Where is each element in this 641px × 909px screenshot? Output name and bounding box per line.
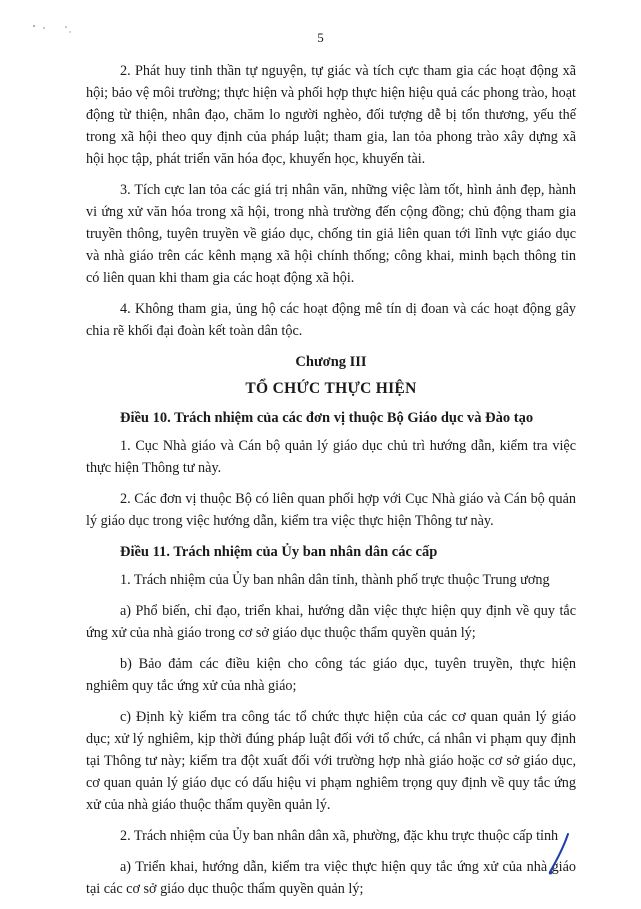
paragraph: 1. Trách nhiệm của Ủy ban nhân dân tỉnh, thành phố trực thuộc Trung ương [120,572,550,588]
paragraph: 3. Tích cực lan tỏa các giá trị nhân văn, những việc làm tốt, hình ảnh đẹp, hành vi ứng xử văn hóa trong xã hội, trong nhà trường đến cộng đồng; chủ động tham gia truyền thông, tuyên truyền về giáo dục, chống tin giả liên quan tới lĩnh vực giáo dục và nhà giáo trên các kênh mạng xã hội chính thống; công khai, minh bạch thông tin có liên quan khi tham gia các hoạt động xã hội. [86,182,576,286]
scan-speck-mark [28,20,78,36]
paragraph: 2. Các đơn vị thuộc Bộ có liên quan phối hợp với Cục Nhà giáo và Cán bộ quản lý giáo dục trong việc hướng dẫn, kiểm tra việc thực hiện Thông tư này. [86,491,576,529]
paragraph: 2. Trách nhiệm của Ủy ban nhân dân xã, phường, đặc khu trực thuộc cấp tỉnh [120,828,559,844]
article-heading: Điều 10. Trách nhiệm của các đơn vị thuộc Bộ Giáo dục và Đào tạo [120,410,534,426]
document-body [86,60,576,909]
page-number: 5 [317,30,324,45]
article-heading: Điều 11. Trách nhiệm của Ủy ban nhân dân các cấp [120,544,438,560]
chapter-heading: Chương III [295,354,367,370]
handwritten-initial-mark [544,832,574,878]
chapter-title: TỔ CHỨC THỰC HIỆN [245,380,417,397]
paragraph: 1. Cục Nhà giáo và Cán bộ quản lý giáo dục chủ trì hướng dẫn, kiểm tra việc thực hiện Thông tư này. [86,438,576,476]
paragraph: b) Bảo đảm các điều kiện cho công tác giáo dục, tuyên truyền, thực hiện nghiêm quy tắc ứng xử của nhà giáo; [86,656,576,694]
paragraph: a) Phổ biến, chỉ đạo, triển khai, hướng dẫn việc thực hiện quy định về quy tắc ứng xử của nhà giáo trong cơ sở giáo dục thuộc thẩm quyền quản lý; [86,603,576,641]
paragraph: a) Triển khai, hướng dẫn, kiểm tra việc thực hiện quy tắc ứng xử của nhà giáo tại các cơ sở giáo dục thuộc thẩm quyền quản lý; [86,859,576,897]
paragraph: 2. Phát huy tinh thần tự nguyện, tự giác và tích cực tham gia các hoạt động xã hội; bảo vệ môi trường; thực hiện và phối hợp thực hiện hiệu quả các phong trào, hoạt động từ thiện, nhân đạo, chăm lo người nghèo, đối tượng dễ bị tổn thương, yếu thế trong xã hội theo quy định của pháp luật; tham gia, lan tỏa phong trào xây dựng xã hội học tập, phát triển văn hóa đọc, khuyến học, khuyến tài. [86,63,576,167]
paragraph: c) Định kỳ kiểm tra công tác tổ chức thực hiện của các cơ quan quản lý giáo dục; xử lý nghiêm, kịp thời đúng pháp luật đối với tổ chức, cá nhân vi phạm quy định tại Thông tư này; kiểm tra đột xuất đối với trường hợp nhà giáo hoặc cơ sở giáo dục, cơ quan quản lý giáo dục có dấu hiệu vi phạm nghiêm trọng quy định về quy tắc ứng xử của nhà giáo thuộc thẩm quyền quản lý. [86,709,576,813]
paragraph: 4. Không tham gia, ủng hộ các hoạt động mê tín dị đoan và các hoạt động gây chia rẽ khối đại đoàn kết toàn dân tộc. [86,301,576,339]
